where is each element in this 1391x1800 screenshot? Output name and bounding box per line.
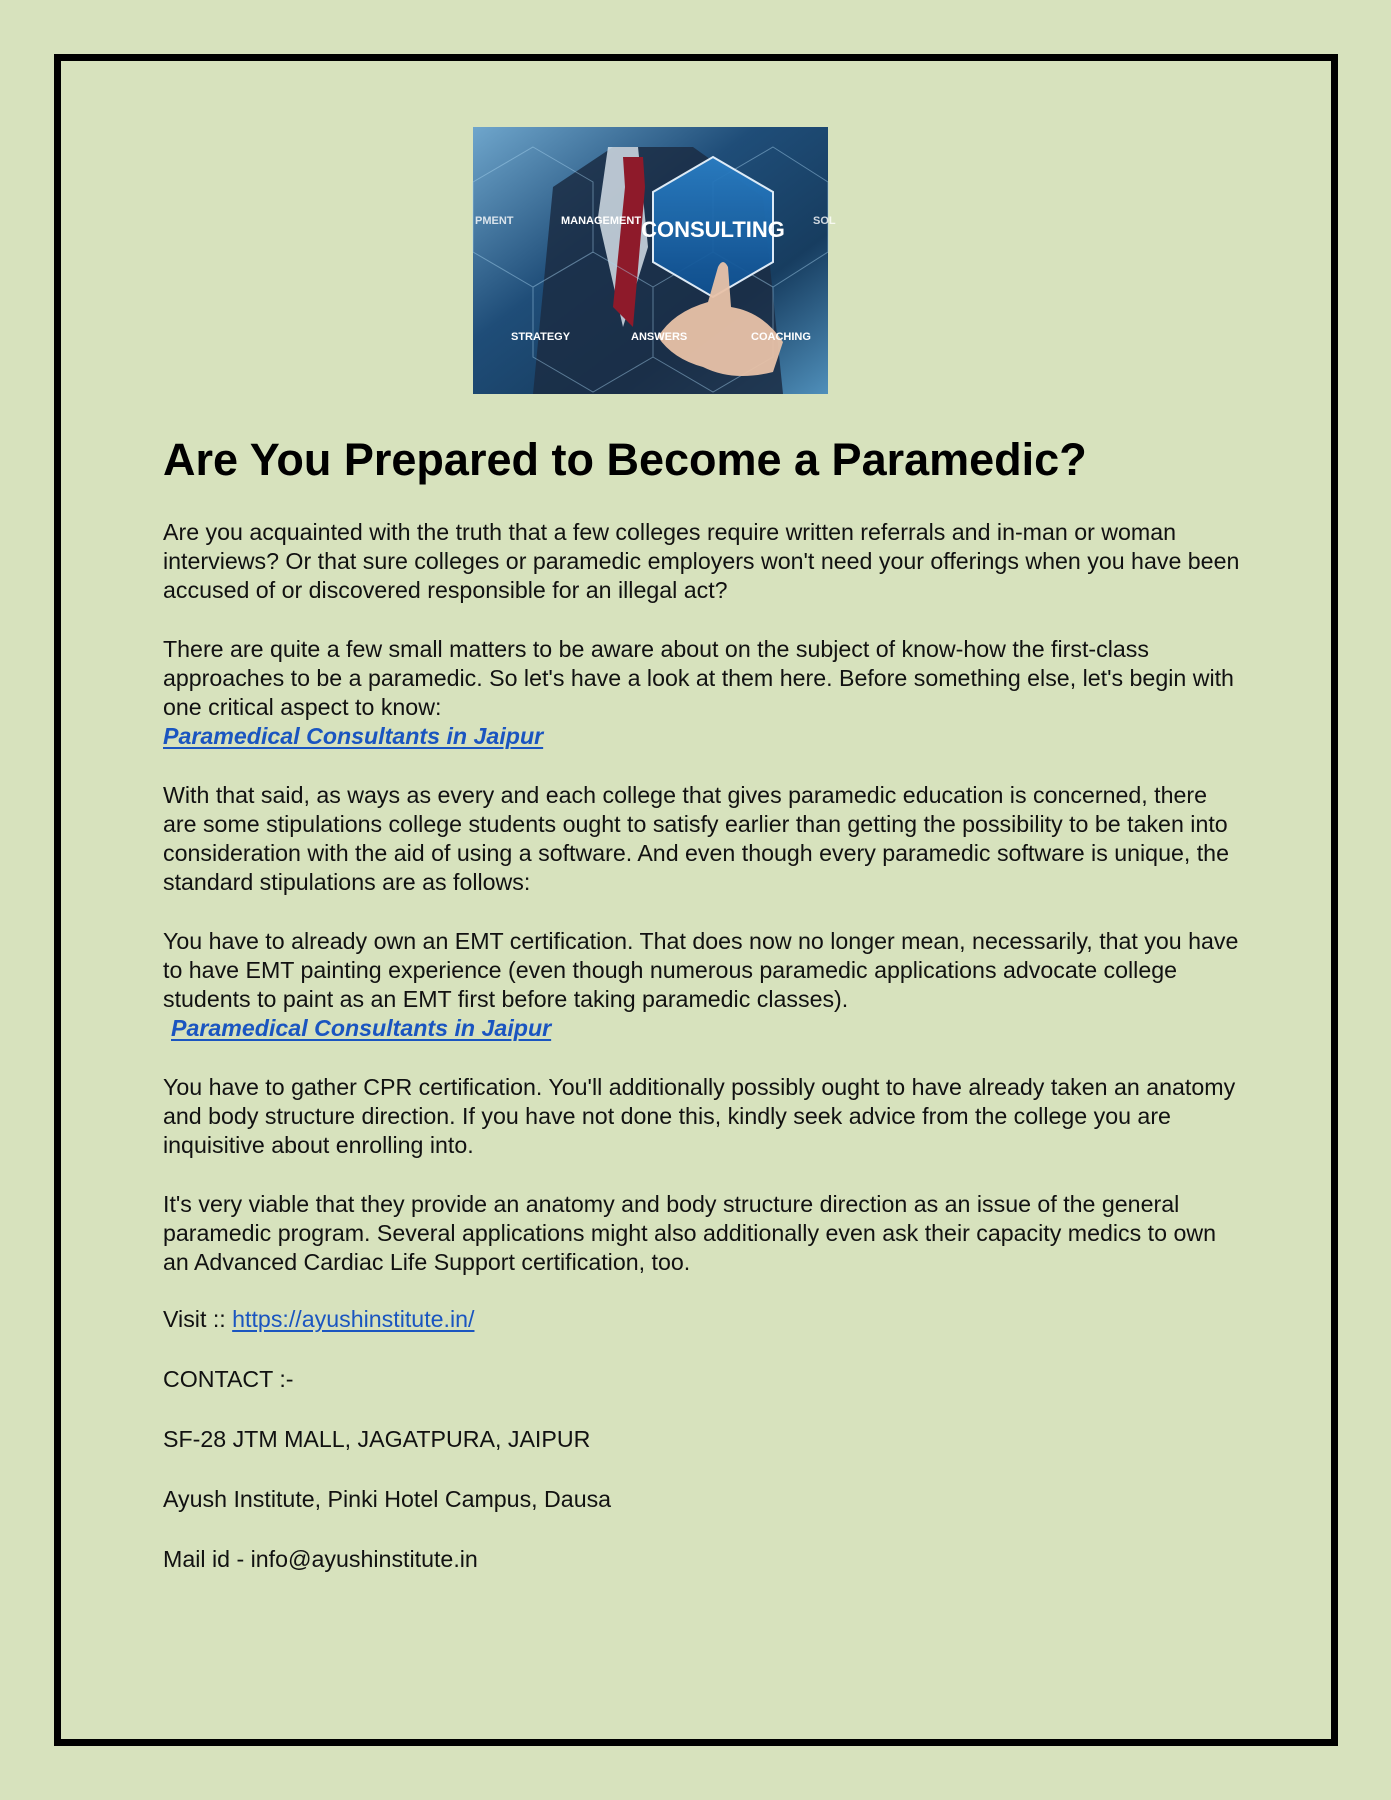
paragraph-text: Are you acquainted with the truth that a few colleges require written referrals and in-man or woman interviews? Or that sure colleges or paramedic employers won't need your offerings when you have been accused of or discovered responsible for an illegal act?: [163, 519, 1240, 603]
consulting-illustration: [473, 127, 836, 394]
paragraph-cpr: [163, 1073, 1243, 1160]
paragraph-stipulations: [163, 781, 1243, 897]
visit-label: Visit ::: [163, 1306, 233, 1332]
paragraph-emt: [163, 927, 1243, 1043]
contact-email: Mail id - info@ayushinstitute.in: [163, 1546, 478, 1572]
paragraph-aspects: [163, 635, 1243, 751]
paragraph-text: There are quite a few small matters to be aware about on the subject of know-how the first-class approaches to be a paramedic. So let's have a look at them here. Before something else, let's begin with one critical aspect to know:: [163, 636, 1234, 720]
paragraph-text: You have to already own an EMT certification. That does now no longer mean, necessarily, that you have to have EMT painting experience (even though numerous paramedic applications advocate college students to paint as an EMT first before taking paramedic classes).: [163, 928, 1239, 1012]
svg-text:MANAGEMENT: MANAGEMENT: [561, 215, 642, 227]
article-title: Are You Prepared to Become a Paramedic?: [163, 434, 1087, 485]
contact-address-jaipur: SF-28 JTM MALL, JAGATPURA, JAIPUR: [163, 1426, 591, 1452]
paragraph-text: It's very viable that they provide an anatomy and body structure direction as an issue of the general paramedic program. Several applications might also additionally even ask their capacity medics to own an Advanced Cardiac Life Support certification, too.: [163, 1191, 1216, 1275]
visit-line: [163, 1305, 1243, 1334]
paragraph-intro: [163, 518, 1243, 605]
consulting-hero-image: [473, 127, 836, 394]
paragraph-text: With that said, as ways as every and each college that gives paramedic education is concerned, there are some stipulations college students ought to satisfy earlier than getting the possibility to be taken into consideration with the aid of using a software. And even though every paramedic software is unique, the standard stipulations are as follows:: [163, 782, 1229, 895]
paramedical-consultants-link-1[interactable]: Paramedical Consultants in Jaipur: [163, 723, 544, 749]
paragraph-anatomy: [163, 1190, 1243, 1277]
svg-text:STRATEGY: STRATEGY: [511, 331, 571, 343]
svg-text:PMENT: PMENT: [475, 215, 514, 227]
paragraph-text: You have to gather CPR certification. You'll additionally possibly ought to have already taken an anatomy and body structure direction. If you have not done this, kindly seek advice from the college you are inquisitive about enrolling into.: [163, 1074, 1236, 1158]
svg-text:CONSULTING: CONSULTING: [641, 217, 785, 242]
svg-text:COACHING: COACHING: [751, 331, 811, 343]
svg-text:ANSWERS: ANSWERS: [631, 331, 688, 343]
article-body: [163, 432, 1243, 1605]
website-link[interactable]: https://ayushinstitute.in/: [232, 1306, 475, 1332]
contact-address-dausa: Ayush Institute, Pinki Hotel Campus, Dausa: [163, 1486, 612, 1512]
paramedical-consultants-link-2[interactable]: Paramedical Consultants in Jaipur: [171, 1015, 552, 1041]
svg-text:SOL: SOL: [813, 215, 836, 227]
contact-heading: CONTACT :-: [163, 1366, 294, 1392]
